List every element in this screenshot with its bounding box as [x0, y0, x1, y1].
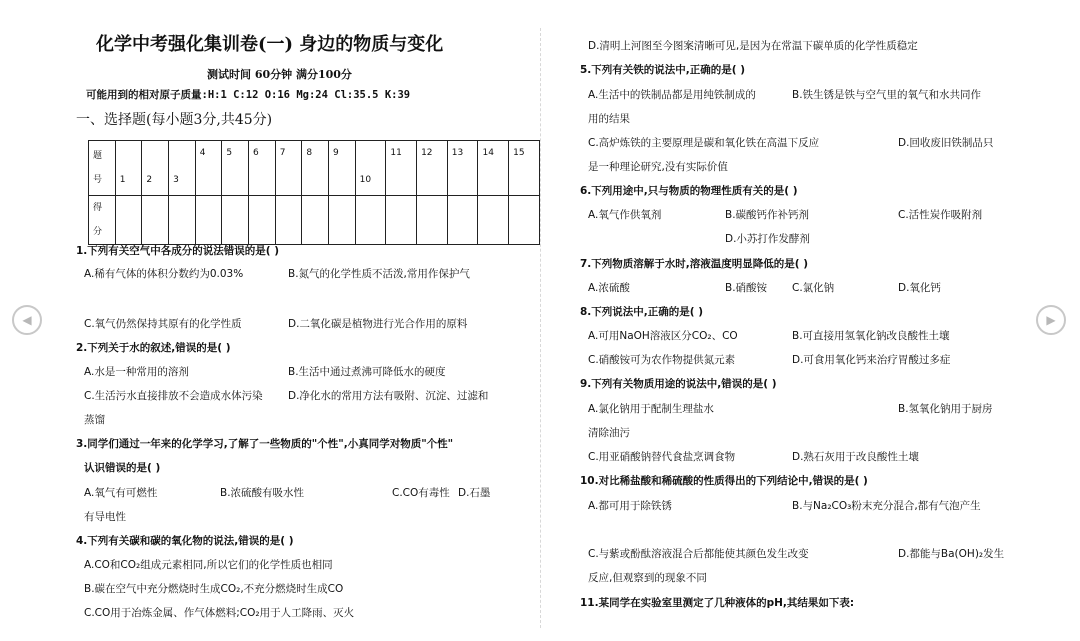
option-a: A.稀有气体的体积分数约为0.03%	[84, 268, 244, 280]
option-c: C.高炉炼铁的主要原理是碳和氧化铁在高温下反应	[588, 137, 820, 149]
option-c: C.用亚硝酸钠替代食盐烹调食物	[588, 451, 736, 463]
option-d: D.回收废旧铁制品只	[898, 137, 994, 149]
option-a: A.水是一种常用的溶剂	[84, 366, 189, 378]
option-d: D.氧化钙	[898, 282, 941, 294]
option-a: A.可用NaOH溶液区分CO₂、CO	[588, 330, 738, 342]
option-c: C.与紫或酚酞溶液混合后都能使其颜色发生改变	[588, 548, 809, 560]
option-b-cont: 清除油污	[588, 427, 630, 439]
table-cell: 11	[386, 141, 417, 196]
table-cell: 13	[447, 141, 478, 196]
table-row	[89, 141, 540, 196]
score-cell[interactable]	[249, 196, 276, 245]
option-b: B.氢氧化钠用于厨房	[898, 403, 993, 415]
score-cell[interactable]	[302, 196, 329, 245]
score-cell[interactable]	[509, 196, 540, 245]
option-c: C.氧气仍然保持其原有的化学性质	[84, 318, 242, 330]
score-cell[interactable]	[222, 196, 249, 245]
score-table	[88, 140, 540, 245]
table-header-cell: 题号	[89, 141, 116, 196]
table-row	[89, 196, 540, 245]
question-8: 8.下列说法中,正确的是( )	[580, 306, 704, 318]
question-11: 11.某同学在实验室里测定了几种液体的pH,其结果如下表:	[580, 597, 855, 609]
option-c: C.生活污水直接排放不会造成水体污染	[84, 390, 263, 402]
question-4: 4.下列有关碳和碳的氧化物的说法,错误的是( )	[76, 535, 294, 547]
score-cell[interactable]	[329, 196, 356, 245]
score-cell[interactable]	[355, 196, 386, 245]
table-cell: 3	[169, 141, 196, 196]
table-cell: 4	[195, 141, 222, 196]
option-b-cont: 用的结果	[588, 113, 630, 125]
table-cell: 10	[355, 141, 386, 196]
table-cell: 9	[329, 141, 356, 196]
option-b: B.碳在空气中充分燃烧时生成CO₂,不充分燃烧时生成CO	[84, 583, 344, 595]
option-b: B.氮气的化学性质不活泼,常用作保护气	[288, 268, 470, 280]
question-2: 2.下列关于水的叙述,错误的是( )	[76, 342, 231, 354]
option-a: A.都可用于除铁锈	[588, 500, 672, 512]
option-b: B.与Na₂CO₃粉末充分混合,都有气泡产生	[792, 500, 981, 512]
score-cell[interactable]	[386, 196, 417, 245]
exam-time-info: 测试时间 60分钟 满分100分	[207, 68, 352, 81]
table-cell: 8	[302, 141, 329, 196]
score-cell[interactable]	[417, 196, 448, 245]
question-7: 7.下列物质溶解于水时,溶液温度明显降低的是( )	[580, 258, 809, 270]
option-d-cont: 有导电性	[84, 511, 126, 523]
option-c: C.硝酸铵可为农作物提供氮元素	[588, 354, 736, 366]
section-title: 一、选择题(每小题3分,共45分)	[76, 112, 273, 128]
chevron-right-icon: ▶	[1046, 313, 1056, 327]
option-b: B.生活中通过煮沸可降低水的硬度	[288, 366, 446, 378]
option-b: B.浓硫酸有吸水性	[220, 487, 305, 499]
score-cell[interactable]	[478, 196, 509, 245]
table-cell: 14	[478, 141, 509, 196]
score-cell[interactable]	[169, 196, 196, 245]
option-c: C.氯化钠	[792, 282, 835, 294]
question-1: 1.下列有关空气中各成分的说法错误的是( )	[76, 245, 280, 257]
question-5: 5.下列有关铁的说法中,正确的是( )	[580, 64, 746, 76]
question-6: 6.下列用途中,只与物质的物理性质有关的是( )	[580, 185, 798, 197]
option-b: B.铁生锈是铁与空气里的氧气和水共同作	[792, 89, 982, 101]
question-9: 9.下列有关物质用途的说法中,错误的是( )	[580, 378, 777, 390]
option-b: B.碳酸钙作补钙剂	[725, 209, 810, 221]
option-c: C.CO有毒性	[392, 487, 450, 499]
table-cell: 12	[417, 141, 448, 196]
table-header-cell: 得分	[89, 196, 116, 245]
option-d: D.可食用氧化钙来治疗胃酸过多症	[792, 354, 951, 366]
question-3: 3.同学们通过一年来的化学学习,了解了一些物质的"个性",小真同学对物质"个性"	[76, 438, 454, 450]
option-d: D.都能与Ba(OH)₂发生	[898, 548, 1005, 560]
score-cell[interactable]	[447, 196, 478, 245]
option-b: B.可直接用氢氧化钠改良酸性土壤	[792, 330, 950, 342]
question-10: 10.对比稀盐酸和稀硫酸的性质得出的下列结论中,错误的是( )	[580, 475, 868, 487]
table-cell: 2	[142, 141, 169, 196]
option-d: D.小苏打作发酵剂	[725, 233, 810, 245]
score-cell[interactable]	[195, 196, 222, 245]
option-a: A.CO和CO₂组成元素相同,所以它们的化学性质也相同	[84, 559, 333, 571]
option-a: A.生活中的铁制品都是用纯铁制成的	[588, 89, 756, 101]
option-a: A.氧气有可燃性	[84, 487, 158, 499]
exam-title: 化学中考强化集训卷(一) 身边的物质与变化	[96, 34, 444, 55]
option-d: D.二氧化碳是植物进行光合作用的原料	[288, 318, 468, 330]
option-c: C.CO用于冶炼金属、作气体燃料;CO₂用于人工降雨、灭火	[84, 607, 355, 619]
chevron-left-icon: ◀	[22, 313, 32, 327]
score-cell[interactable]	[115, 196, 142, 245]
option-a: A.氯化钠用于配制生理盐水	[588, 403, 714, 415]
option-d-cont: 蒸馏	[84, 414, 105, 426]
option-d-cont: 是一种理论研究,没有实际价值	[588, 161, 728, 173]
option-b: B.硝酸铵	[725, 282, 768, 294]
option-c: C.活性炭作吸附剂	[898, 209, 983, 221]
atomic-masses: 可能用到的相对原子质量:H:1 C:12 O:16 Mg:24 Cl:35.5 K:39	[86, 89, 411, 101]
score-cell[interactable]	[142, 196, 169, 245]
table-cell: 15	[509, 141, 540, 196]
option-d: D.清明上河图至今图案清晰可见,是因为在常温下碳单质的化学性质稳定	[588, 40, 918, 52]
option-a: A.氧气作供氧剂	[588, 209, 662, 221]
option-d: D.净化水的常用方法有吸附、沉淀、过滤和	[288, 390, 489, 402]
table-cell: 7	[275, 141, 302, 196]
table-cell: 1	[115, 141, 142, 196]
option-d-cont: 反应,但观察到的现象不同	[588, 572, 707, 584]
option-d: D.石墨	[458, 487, 491, 499]
right-page	[540, 0, 1080, 641]
question-3-cont: 认识错误的是( )	[84, 462, 161, 474]
table-cell: 5	[222, 141, 249, 196]
table-cell: 6	[249, 141, 276, 196]
option-d: D.熟石灰用于改良酸性土壤	[792, 451, 919, 463]
score-cell[interactable]	[275, 196, 302, 245]
option-a: A.浓硫酸	[588, 282, 630, 294]
